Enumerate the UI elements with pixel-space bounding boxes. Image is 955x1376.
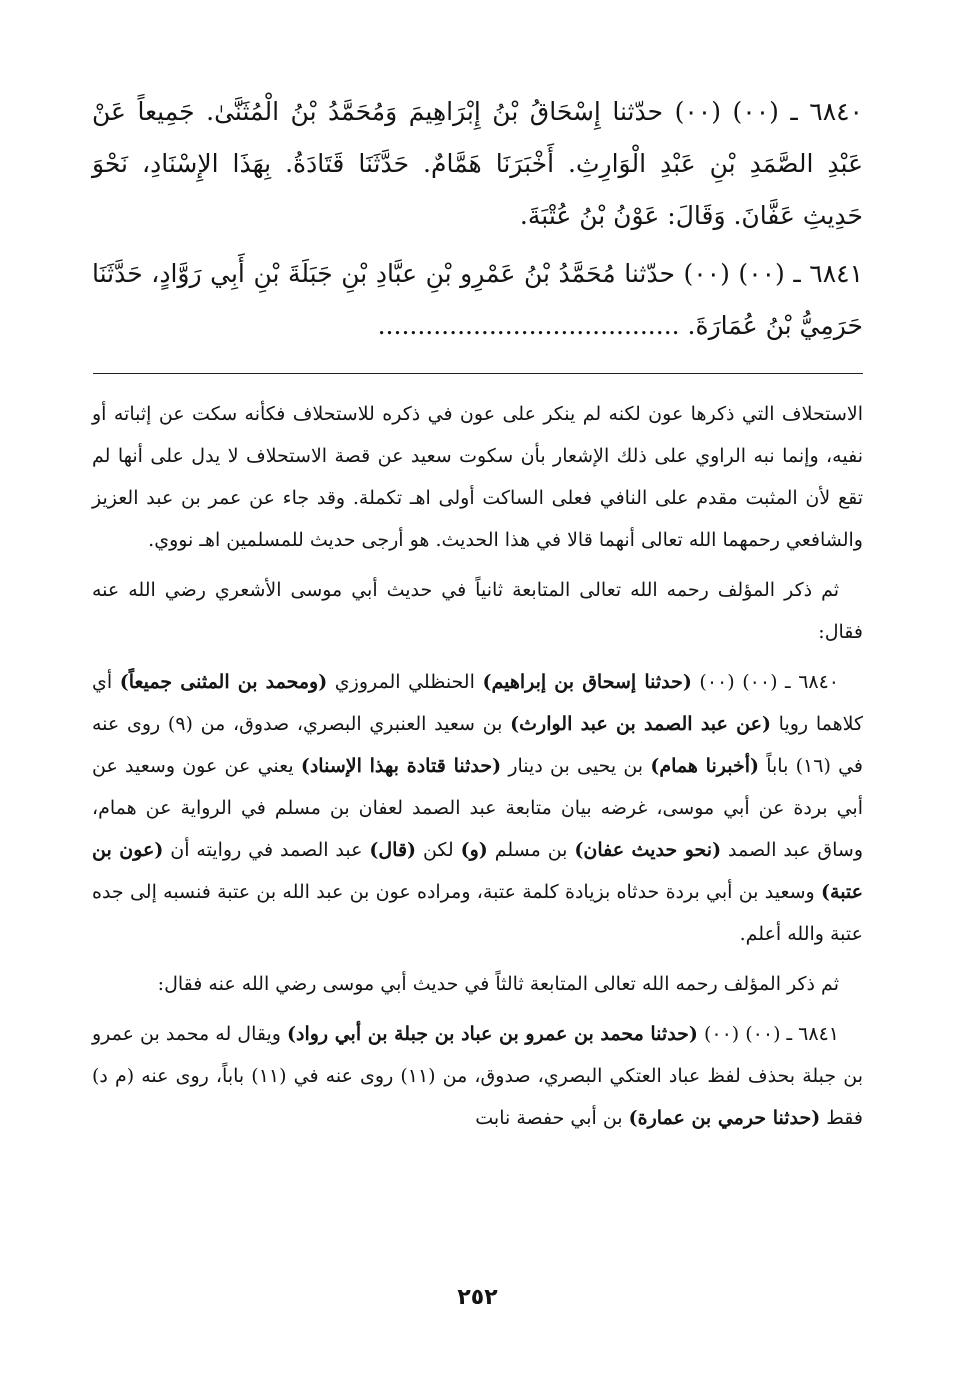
commentary-text: عبد الصمد في روايته أن	[163, 839, 370, 861]
commentary-text: الحنظلي المروزي	[327, 671, 483, 693]
footnote-divider	[93, 373, 863, 374]
commentary-section	[92, 393, 863, 1147]
narrator-bold: (قال)	[369, 839, 417, 861]
commentary-paragraph-3	[92, 661, 863, 955]
commentary-text: بن يحيى بن دينار	[501, 755, 651, 777]
narrator-bold: (حدثنا قتادة بهذا الإسناد)	[300, 755, 502, 777]
narrator-bold: (حدثنا حرمي بن عمارة)	[628, 1107, 821, 1129]
commentary-text: بن سعيد العنبري البصري، صدوق، من (٩) روى عنه في (١٦) باباً	[92, 713, 863, 777]
narrator-bold: (ومحمد بن المثنى جميعاً)	[119, 671, 328, 693]
narrator-bold: (عون بن عتبة)	[92, 839, 863, 903]
commentary-text: لكن	[416, 839, 461, 861]
narrator-bold: (و)	[460, 839, 488, 861]
commentary-text: يعني عن عون وسعيد عن أبي بردة عن أبي موسى، غرضه بيان متابعة عبد الصمد لعفان بن مسلم في الرواية عن همام، وساق عبد الصمد	[92, 755, 864, 861]
hadith-6840: ٦٨٤٠ ـ (٠٠) (٠٠) حدّثنا إِسْحَاقُ بْنُ إِبْرَاهِيمَ وَمُحَمَّدُ بْنُ الْمُثَنَّىٰ. جَمِيعاً عَنْ عَبْدِ الصَّمَدِ بْنِ عَبْدِ الْوَارِثِ. أَخْبَرَنَا هَمَّامٌ. حَدَّثَنَا قَتَادَةُ. بِهَذَا الإِسْنَادِ، نَحْوَ حَدِيثِ عَفَّانَ. وَقَالَ: عَوْنُ بْنُ عُتْبَةَ.	[92, 97, 863, 230]
commentary-paragraph-5	[92, 1013, 863, 1139]
commentary-paragraph-1: الاستحلاف التي ذكرها عون لكنه لم ينكر على عون في ذكره للاستحلاف فكأنه سكت عن إثباته أو نفيه، وإنما نبه الراوي على ذلك الإشعار بأن سكوت سعيد عن قصة الاستحلاف لا يدل على أنها لم تقع لأن المثبت مقدم على النافي فعلى الساكت أولى اهـ تكملة. وقد جاء عن عمر بن عبد العزيز والشافعي رحمهما الله تعالى أنهما قالا في هذا الحديث. هو أرجى حديث للمسلمين اهـ نووي.	[92, 403, 863, 551]
narrator-bold: (عن عبد الصمد بن عبد الوارث)	[510, 713, 771, 735]
commentary-text: أي كلاهما رويا	[92, 671, 863, 735]
hadith-number: ٦٨٤١ ـ (٠٠) (٠٠)	[697, 1023, 839, 1045]
narrator-bold: (نحو حديث عفان)	[574, 839, 722, 861]
commentary-text: بن مسلم	[487, 839, 575, 861]
page-number: ٢٥٢	[457, 1285, 498, 1310]
hadith-text-section	[92, 86, 863, 352]
commentary-text: وسعيد بن أبي بردة حدثاه بزيادة كلمة عتبة، ومراده عون بن عبد الله بن عتبة فنسبه إلى جده عتبة والله أعلم.	[92, 881, 863, 945]
commentary-text: ويقال له محمد بن عمرو بن جبلة بحذف لفظ عباد العتكي البصري، صدوق، من (١١) روى عنه في (١١) باباً، روى عنه (م د) فقط	[92, 1023, 863, 1129]
commentary-text: بن أبي حفصة نابت	[475, 1107, 629, 1129]
narrator-bold: (أخبرنا همام)	[650, 755, 759, 777]
commentary-paragraph-4: ثم ذكر المؤلف رحمه الله تعالى المتابعة ثالثاً في حديث أبي موسى رضي الله عنه فقال:	[157, 973, 839, 995]
narrator-bold: (حدثنا محمد بن عمرو بن عباد بن جبلة بن أبي رواد)	[287, 1023, 698, 1045]
hadith-number: ٦٨٤٠ ـ (٠٠) (٠٠)	[691, 671, 840, 693]
narrator-bold: (حدثنا إسحاق بن إبراهيم)	[482, 671, 692, 693]
hadith-6841: ٦٨٤١ ـ (٠٠) (٠٠) حدّثنا مُحَمَّدُ بْنُ عَمْرِو بْنِ عبَّادِ بْنِ جَبَلَةَ بْنِ أَبِي رَوَّادٍ، حَدَّثَنَا حَرَمِيُّ بْنُ عُمَارَةَ. ......................................	[92, 259, 863, 340]
commentary-paragraph-2: ثم ذكر المؤلف رحمه الله تعالى المتابعة ثانياً في حديث أبي موسى الأشعري رضي الله عنه فقال:	[92, 579, 863, 643]
